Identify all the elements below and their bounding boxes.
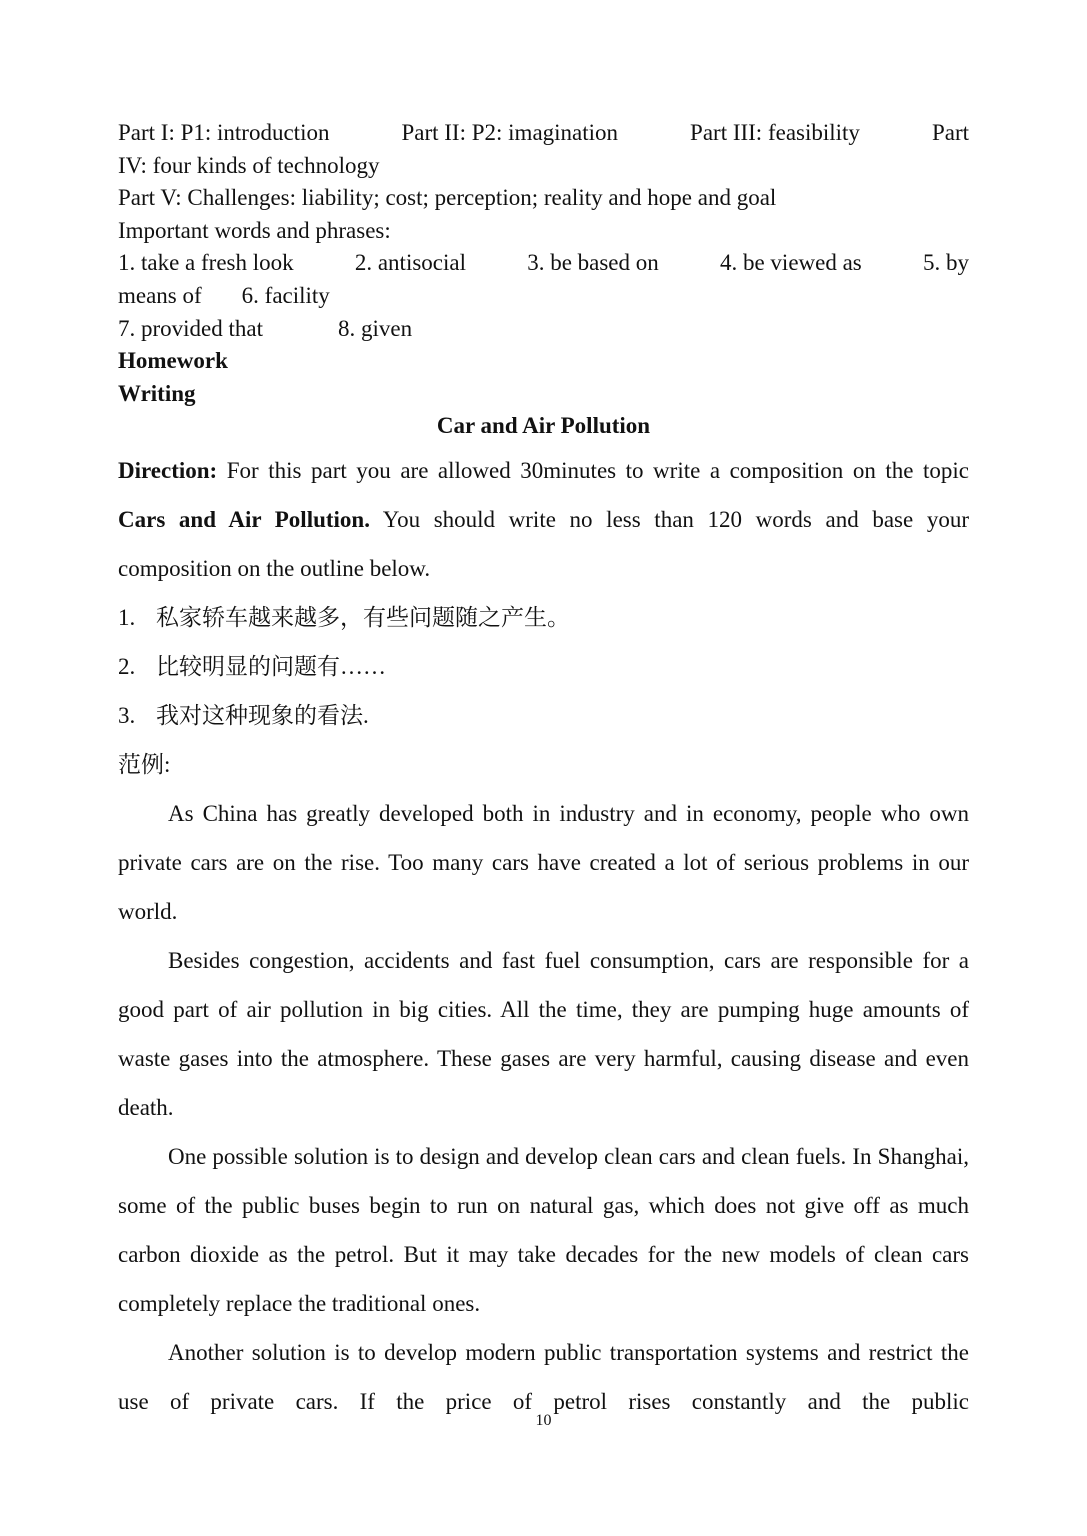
essay-title: Car and Air Pollution bbox=[436, 413, 651, 439]
outline-part-4-start: Part bbox=[931, 120, 969, 145]
phrases-row-2 bbox=[118, 280, 969, 313]
outline-item-1 bbox=[118, 593, 969, 642]
direction-text-2: You should write no less than 120 words and base your composition on the outline below. bbox=[118, 506, 970, 581]
direction-label: Direction: bbox=[118, 457, 218, 483]
outline-item-number: 3. bbox=[118, 702, 136, 728]
phrase-4: 4. be viewed as bbox=[719, 250, 862, 276]
phrases-row-3 bbox=[118, 313, 969, 346]
outline-item-text: 我对这种现象的看法. bbox=[156, 702, 369, 728]
outline-item-text: 比较明显的问题有…… bbox=[156, 653, 386, 679]
outline-item-number: 1. bbox=[118, 604, 136, 630]
phrases-heading: Important words and phrases: bbox=[118, 217, 391, 243]
phrase-5-end: means of bbox=[118, 282, 202, 308]
outline-item-3 bbox=[118, 691, 969, 740]
phrase-6: 6. facility bbox=[241, 282, 330, 308]
phrase-5-start: 5. by bbox=[922, 250, 969, 276]
outline-item-2 bbox=[118, 642, 969, 691]
phrase-2: 2. antisocial bbox=[354, 250, 466, 276]
phrases-row-1 bbox=[118, 247, 969, 280]
document-page bbox=[118, 117, 969, 1426]
direction-paragraph bbox=[118, 446, 969, 593]
direction-topic: Cars and Air Pollution. bbox=[118, 506, 370, 532]
outline-row-3: Part V: Challenges: liability; cost; perception; reality and hope and goal bbox=[118, 185, 777, 211]
outline-part-2: Part II: P2: imagination bbox=[401, 120, 619, 145]
outline-part-1: Part I: P1: introduction bbox=[118, 120, 330, 145]
phrase-7: 7. provided that bbox=[118, 315, 263, 341]
homework-heading: Homework bbox=[118, 348, 228, 374]
sample-label: 范例: bbox=[118, 751, 171, 777]
essay-paragraph-4: Another solution is to develop modern public transportation systems and restrict the use of private cars. If the price of petrol rises constantly and the public bbox=[118, 1339, 969, 1414]
writing-heading: Writing bbox=[118, 380, 196, 406]
outline-row-1 bbox=[118, 117, 969, 150]
phrase-3: 3. be based on bbox=[527, 250, 659, 276]
page-number: 10 bbox=[535, 1412, 552, 1429]
outline-row-2: IV: four kinds of technology bbox=[118, 152, 380, 178]
outline-item-text: 私家轿车越来越多，有些问题随之产生。 bbox=[156, 604, 570, 630]
outline-part-3: Part III: feasibility bbox=[690, 120, 860, 145]
essay-paragraph-3: One possible solution is to design and develop clean cars and clean fuels. In Shanghai, some of the public buses begin to run on natural gas, which does not give off as much carbon dioxide as the petrol. But it may take decades for the new models of clean cars completely replace the traditional ones. bbox=[118, 1143, 969, 1316]
phrase-1: 1. take a fresh look bbox=[118, 250, 294, 276]
phrase-8: 8. given bbox=[338, 315, 413, 341]
direction-text-1: For this part you are allowed 30minutes to write a composition on the topic bbox=[217, 457, 969, 483]
outline-item-number: 2. bbox=[118, 653, 136, 679]
essay-paragraph-2: Besides congestion, accidents and fast fuel consumption, cars are responsible for a good part of air pollution in big cities. All the time, they are pumping huge amounts of waste gases into the atmosphere. These gases are very harmful, causing disease and even death. bbox=[118, 947, 969, 1120]
essay-paragraph-1: As China has greatly developed both in industry and in economy, people who own private cars are on the rise. Too many cars have created a lot of serious problems in our world. bbox=[118, 800, 969, 924]
